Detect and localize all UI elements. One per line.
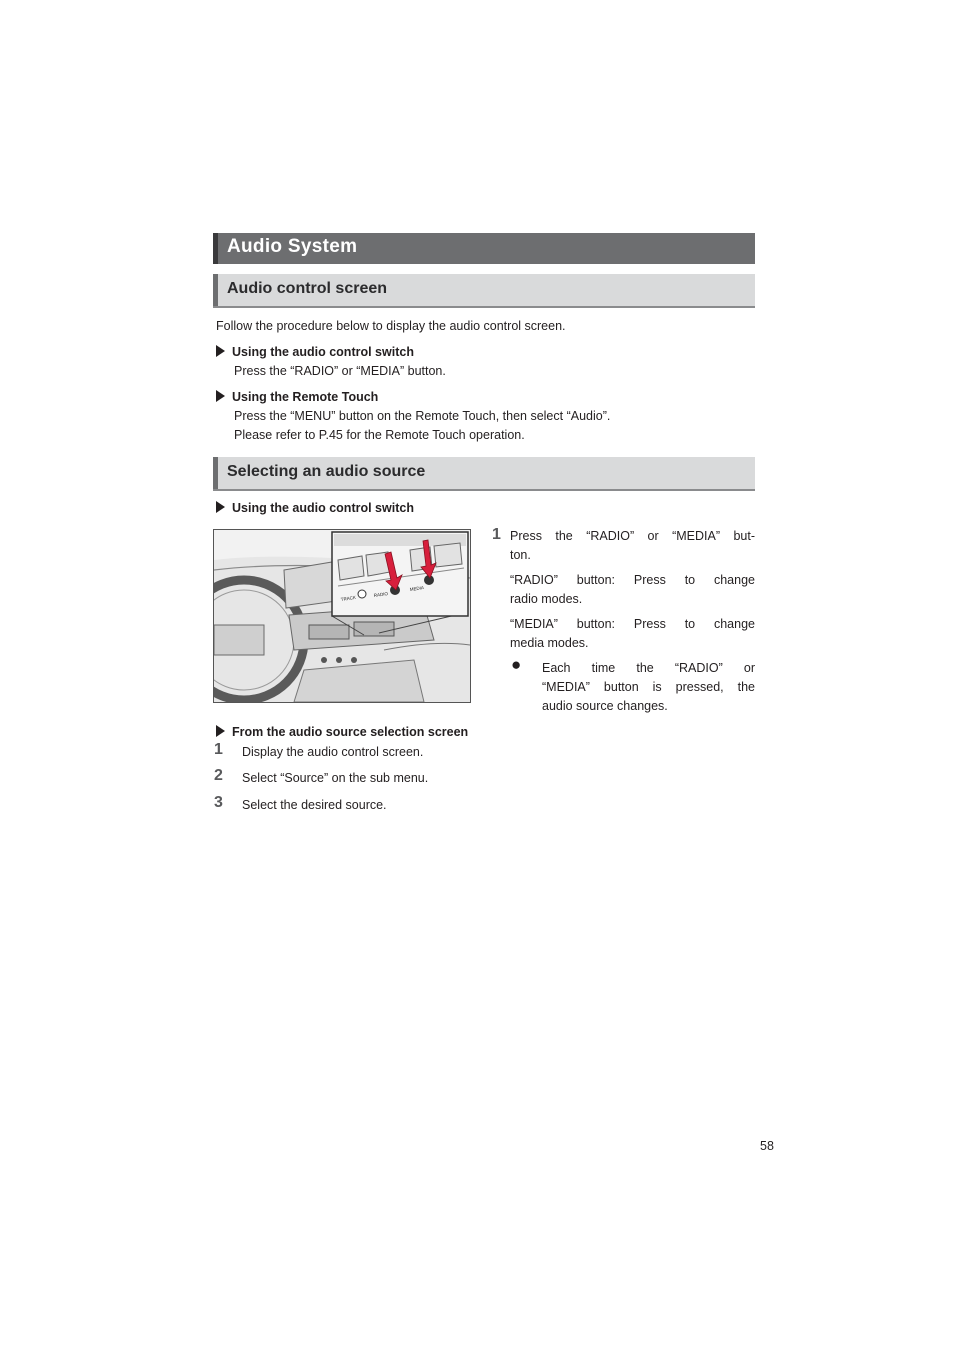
method-switch (216, 343, 414, 362)
subsection-header-audio-control (213, 274, 755, 308)
switch-method (216, 499, 414, 518)
step-number-1: 1 (214, 741, 223, 758)
page-number: 58 (760, 1139, 774, 1153)
step-line: ton. (510, 548, 531, 562)
method-remote (216, 388, 378, 407)
intro-text: Follow the procedure below to display the audio control screen. (216, 319, 566, 333)
step-text: Select “Source” on the sub menu. (242, 771, 429, 785)
bullet-line: “MEDIA” button is pressed, the (542, 680, 755, 694)
step-number-3: 3 (214, 794, 223, 811)
media-label: MEDIA (409, 585, 425, 592)
triangle-bullet-icon (216, 390, 225, 402)
triangle-bullet-icon (216, 725, 225, 737)
step-line: Press the “RADIO” or “MEDIA” but- (510, 529, 755, 543)
method-title: Using the audio control switch (232, 345, 414, 359)
step-1-number: 1 (492, 526, 501, 543)
method-title: Using the audio control switch (232, 501, 414, 515)
radio-description (510, 571, 755, 609)
radio-label: RADIO (373, 591, 389, 598)
subsection-title: Audio control screen (227, 280, 388, 297)
section-title: Audio System (227, 236, 358, 257)
bullet-line: audio source changes. (542, 699, 668, 713)
step-number (492, 526, 501, 544)
subheader-accent (213, 457, 218, 489)
triangle-bullet-icon (216, 345, 225, 357)
media-line: media modes. (510, 636, 589, 650)
method-line: Please refer to P.45 for the Remote Touch operation. (234, 428, 525, 442)
method-line: Press the “RADIO” or “MEDIA” button. (234, 364, 446, 378)
bullet-dot-icon: ● (511, 655, 522, 674)
section-header (213, 233, 755, 264)
dashboard-illustration (213, 529, 471, 703)
radio-line: radio modes. (510, 592, 583, 606)
subsection-title: Selecting an audio source (227, 463, 426, 480)
step-number-2: 2 (214, 767, 223, 784)
step-1-text (510, 527, 755, 565)
dashboard-drawing (214, 530, 470, 702)
header-accent (213, 233, 218, 264)
step-text: Display the audio control screen. (242, 745, 424, 759)
step-number (214, 767, 223, 785)
subheader-accent (213, 274, 218, 306)
method-title: Using the Remote Touch (232, 390, 379, 404)
method-title: From the audio source selection screen (232, 725, 469, 739)
selection-screen-method (216, 723, 468, 742)
method-line: Press the “MENU” button on the Remote Touch, then select “Audio”. (234, 409, 611, 423)
media-description (510, 615, 755, 653)
step-number (214, 794, 223, 812)
track-label: TRACK (340, 594, 357, 602)
subsection-header-selecting-source (213, 457, 755, 491)
step-text: Select the desired source. (242, 798, 387, 812)
radio-line: “RADIO” button: Press to change (510, 573, 755, 587)
triangle-bullet-icon (216, 501, 225, 513)
media-line: “MEDIA” button: Press to change (510, 617, 755, 631)
bullet-text (542, 659, 755, 716)
step-number (214, 741, 223, 759)
bullet-line: Each time the “RADIO” or (542, 661, 755, 675)
